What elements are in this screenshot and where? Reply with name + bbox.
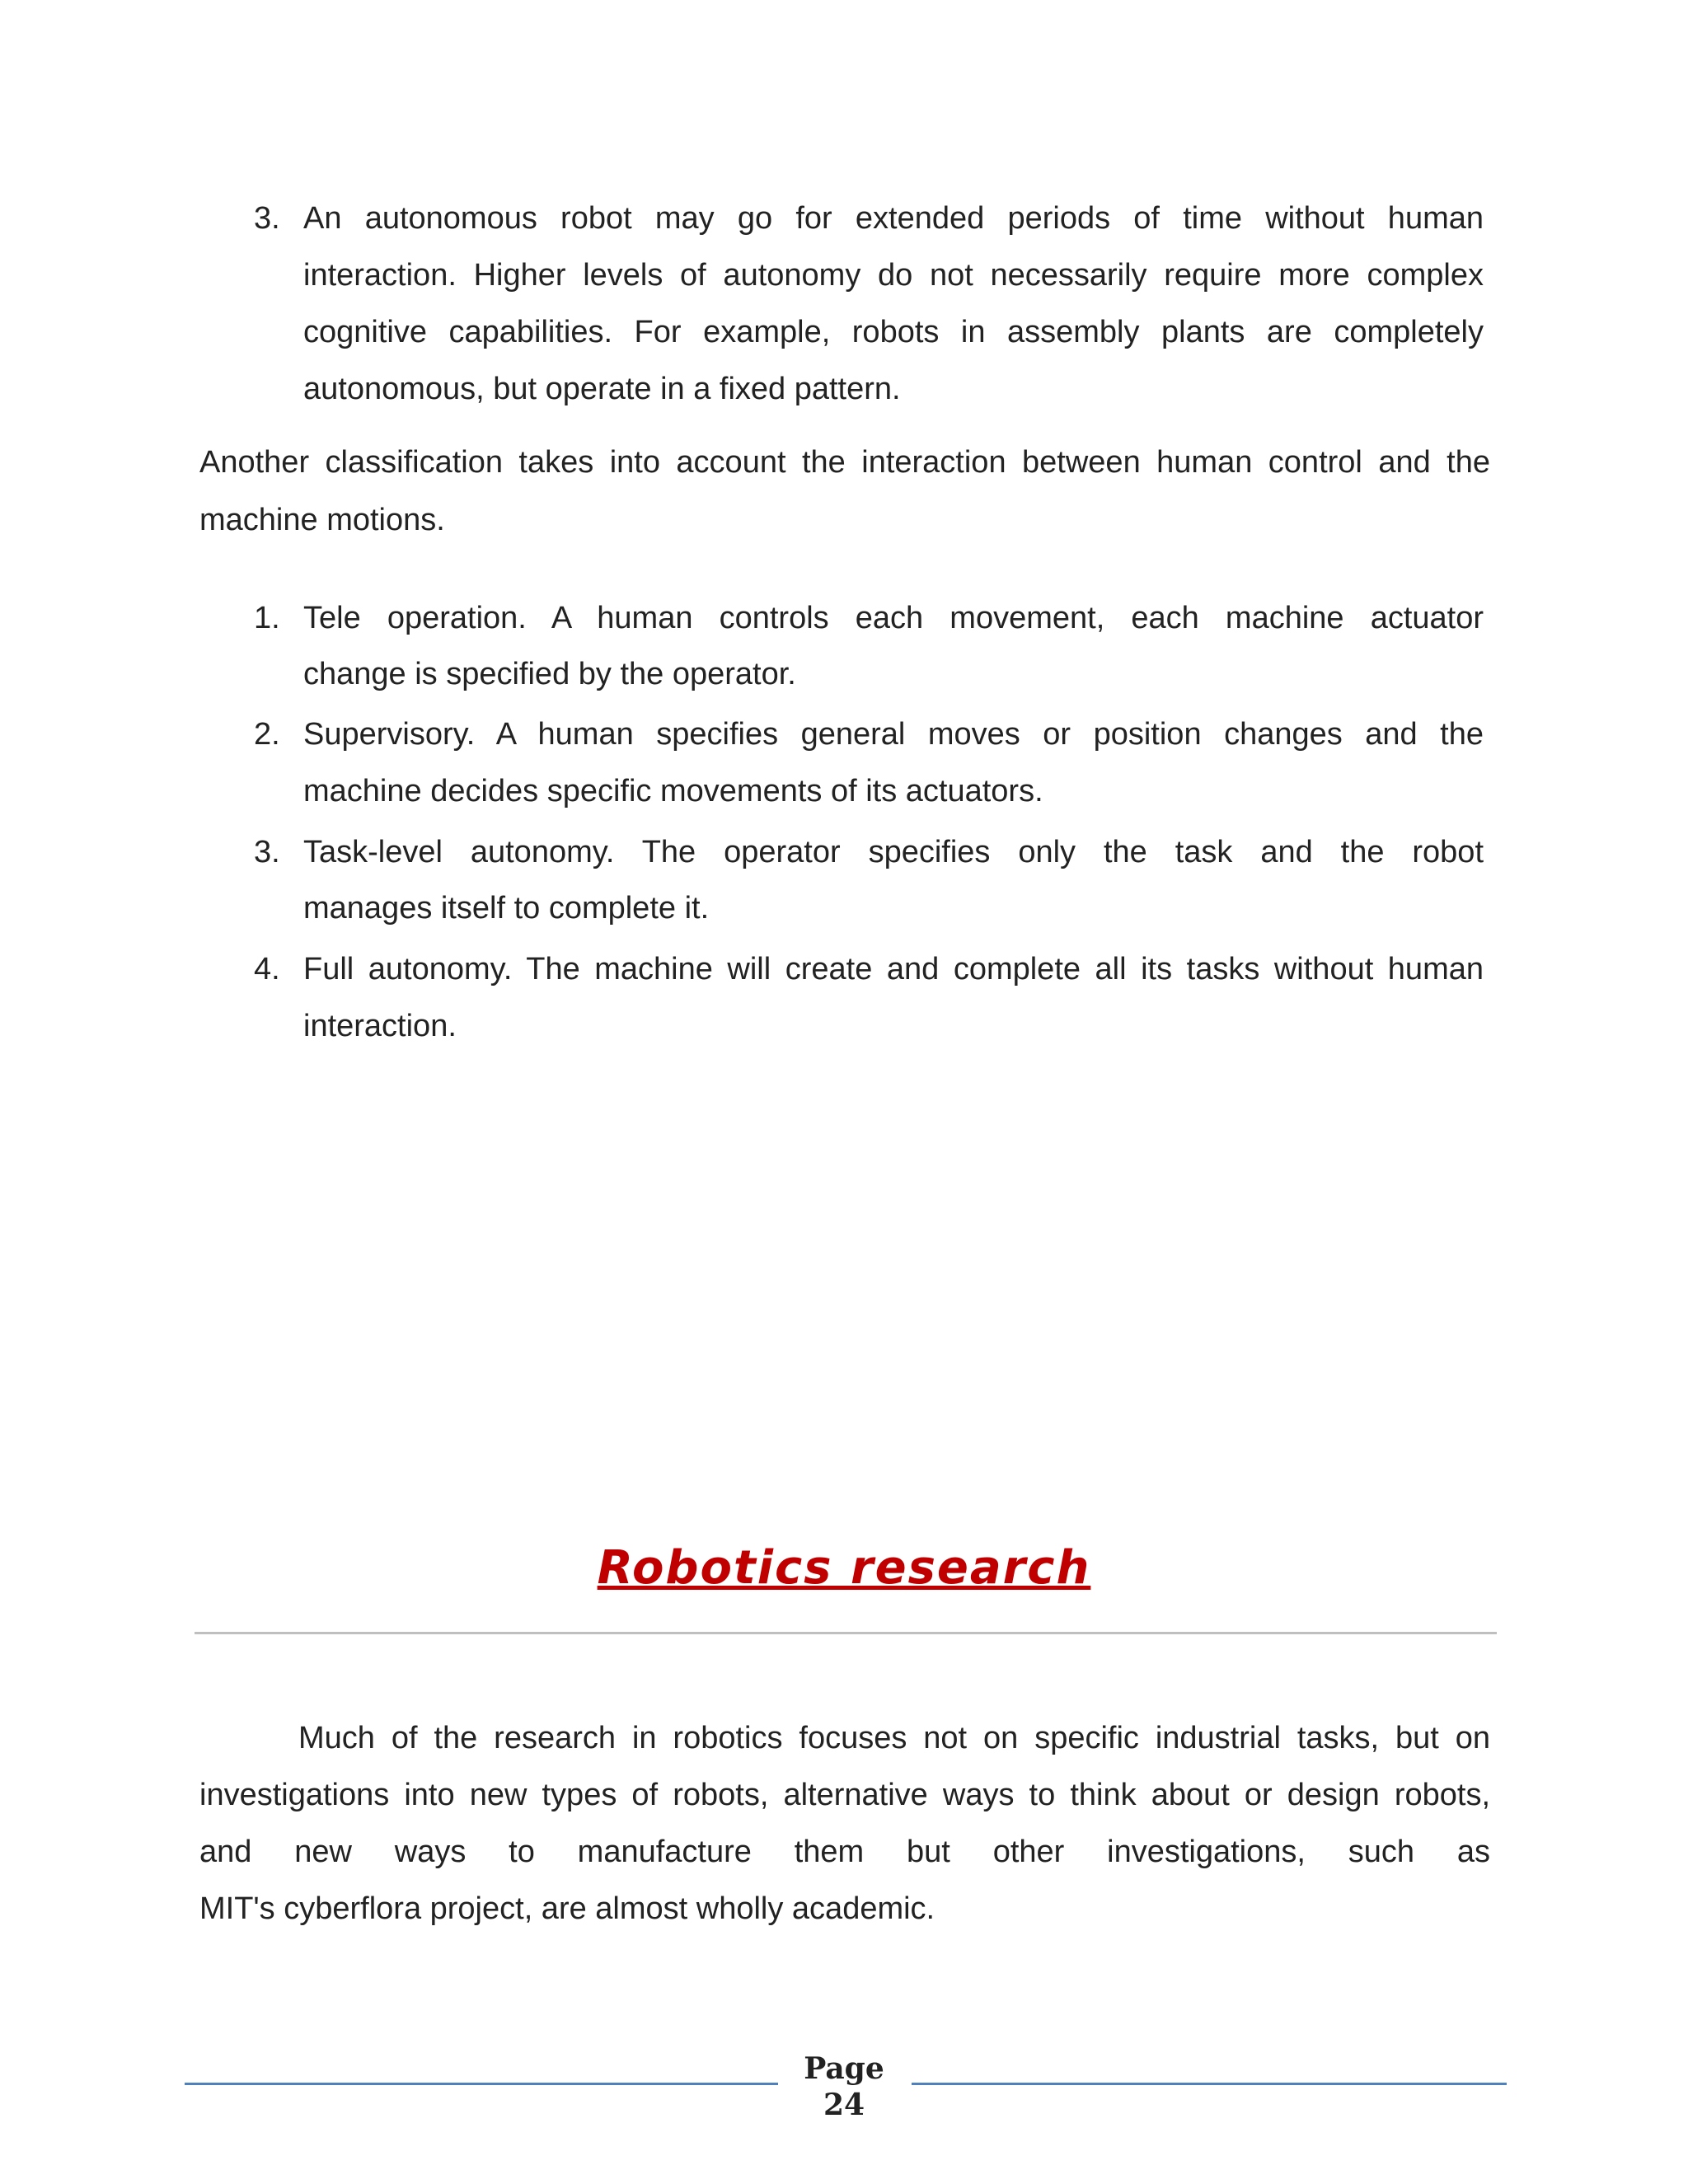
section-paragraph-line: MIT's cyberflora project, are almost wholly academic. xyxy=(199,1891,935,1926)
intro-paragraph-line: Another classification takes into account the interaction between human control and the xyxy=(199,445,1490,480)
list-number: 3. xyxy=(254,201,280,236)
intro-paragraph-line: machine motions. xyxy=(199,503,445,537)
text-line: interaction. xyxy=(303,1009,457,1043)
page-label: Page xyxy=(804,2051,884,2086)
section-heading: Robotics research xyxy=(597,1541,1091,1595)
text-line: cognitive capabilities. For example, robots in assembly plants are completely xyxy=(303,315,1484,349)
page-number: 24 xyxy=(823,2088,865,2122)
section-divider xyxy=(195,1632,1497,1634)
list-number: 4. xyxy=(254,952,280,987)
text-line: interaction. Higher levels of autonomy do not necessarily require more complex xyxy=(303,258,1484,293)
text-line: Supervisory. A human specifies general moves or position changes and the xyxy=(303,717,1484,752)
text-line: An autonomous robot may go for extended periods of time without human xyxy=(303,201,1484,236)
text-line: Full autonomy. The machine will create and complete all its tasks without human xyxy=(303,952,1484,987)
section-paragraph-line: and new ways to manufacture them but other investigations, such as xyxy=(199,1835,1490,1869)
section-paragraph-line: investigations into new types of robots, alternative ways to think about or design robots, xyxy=(199,1778,1490,1812)
text-line: change is specified by the operator. xyxy=(303,657,796,691)
text-line: Tele operation. A human controls each movement, each machine actuator xyxy=(303,601,1484,635)
footer-rule-right xyxy=(912,2083,1507,2085)
section-paragraph-line: Much of the research in robotics focuses not on specific industrial tasks, but on xyxy=(298,1721,1490,1755)
list-number: 3. xyxy=(254,835,280,869)
text-line: autonomous, but operate in a fixed pattern. xyxy=(303,372,901,406)
text-line: machine decides specific movements of its actuators. xyxy=(303,774,1043,808)
text-line: Task-level autonomy. The operator specifies only the task and the robot xyxy=(303,835,1484,869)
footer-rule-left xyxy=(185,2083,778,2085)
list-number: 2. xyxy=(254,717,280,752)
list-number: 1. xyxy=(254,601,280,635)
text-line: manages itself to complete it. xyxy=(303,891,710,926)
